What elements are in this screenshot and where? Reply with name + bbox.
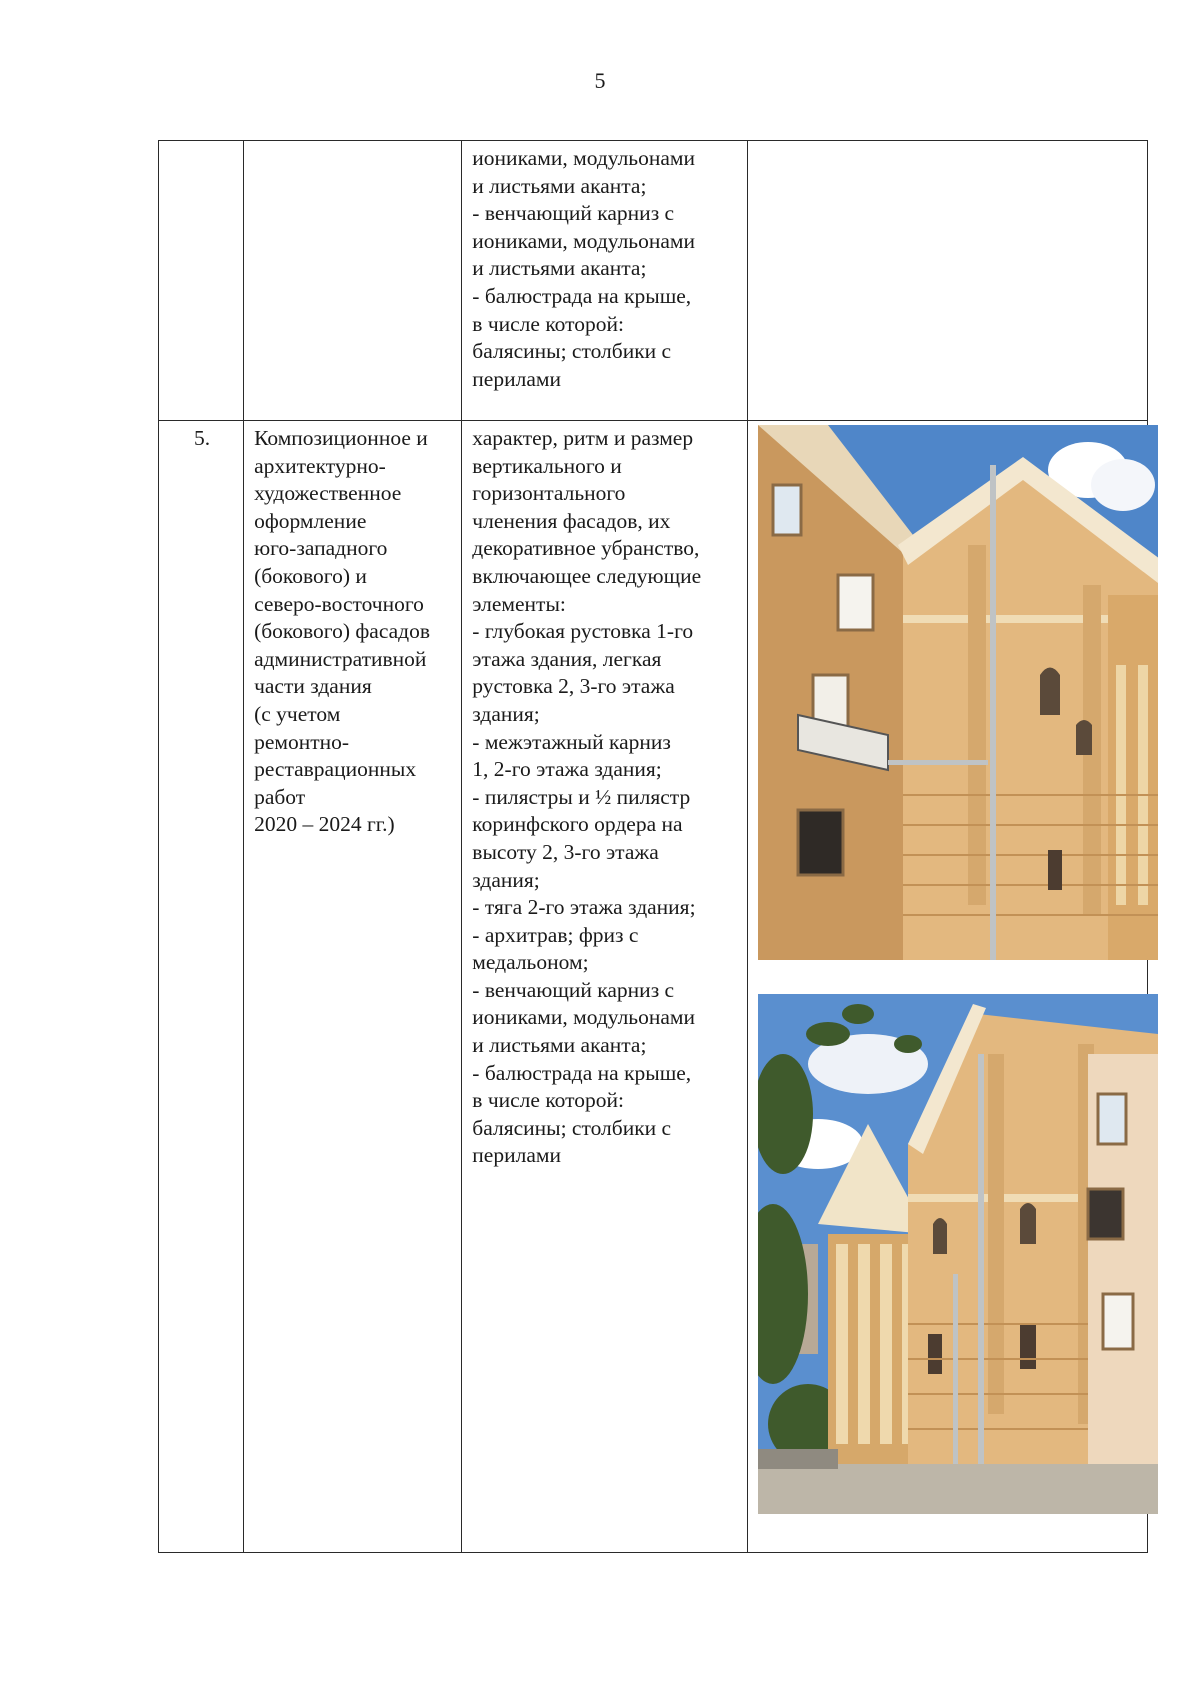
text-line: - глубокая рустовка 1-го xyxy=(472,619,694,644)
text-line: элементы: xyxy=(472,591,566,616)
row-number: 5. xyxy=(193,426,211,450)
text-line: административной xyxy=(254,646,427,671)
text-line: - тяга 2-го этажа здания; xyxy=(472,895,696,920)
text-line: декоративное убранство, xyxy=(472,536,700,561)
text-line: и листьями аканта; xyxy=(472,256,647,281)
photo-cell xyxy=(747,421,1147,1553)
name-cell xyxy=(244,421,462,1553)
heritage-elements-table xyxy=(158,140,1148,1553)
text-line: вертикального и xyxy=(472,453,622,478)
text-line: иониками, модульонами xyxy=(472,228,696,253)
text-line: здания; xyxy=(472,701,540,726)
text-line: высоту 2, 3-го этажа xyxy=(472,839,659,864)
text-line: этажа здания, легкая xyxy=(472,646,662,671)
text-line: части здания xyxy=(254,674,372,699)
text-line: - пилястры и ½ пилястр xyxy=(472,784,691,809)
text-line: иониками, модульонами xyxy=(472,1005,696,1030)
text-line: художественное xyxy=(254,481,402,506)
text-line: здания; xyxy=(472,867,540,892)
number-cell xyxy=(159,141,244,421)
photo-facade-southwest xyxy=(758,425,1158,960)
text-line: оформление xyxy=(254,508,367,533)
text-line: работ xyxy=(254,784,306,809)
name-cell xyxy=(244,141,462,421)
text-line: - балюстрада на крыше, xyxy=(472,283,692,308)
text-line: в числе которой: xyxy=(472,1088,624,1113)
table-row xyxy=(159,421,1148,1553)
photo-facade-northeast xyxy=(758,994,1158,1514)
text-line: (бокового) и xyxy=(254,563,367,588)
text-line: - балюстрада на крыше, xyxy=(472,1060,692,1085)
text-line: реставрационных xyxy=(254,757,417,782)
text-line: архитектурно- xyxy=(254,453,386,478)
text-line: и листьями аканта; xyxy=(472,1033,647,1058)
text-line: иониками, модульонами xyxy=(472,146,696,170)
text-line: - архитрав; фриз с xyxy=(472,922,639,947)
text-line: перилами xyxy=(472,366,561,391)
text-line: балясины; столбики с xyxy=(472,1115,672,1140)
text-line: членения фасадов, их xyxy=(472,508,671,533)
text-line: северо-восточного xyxy=(254,591,424,616)
text-line: (с учетом xyxy=(254,701,341,726)
text-line: характер, ритм и размер xyxy=(472,426,694,450)
text-line: 2020 – 2024 гг.) xyxy=(254,812,395,837)
text-line: - межэтажный карниз xyxy=(472,729,671,754)
text-line: горизонтального xyxy=(472,481,626,506)
photo-cell xyxy=(747,141,1147,421)
text-line: и листьями аканта; xyxy=(472,173,647,198)
text-line: рустовка 2, 3-го этажа xyxy=(472,674,675,699)
text-line: (бокового) фасадов xyxy=(254,619,431,644)
text-line: включающее следующие xyxy=(472,563,702,588)
page-number: 5 xyxy=(594,68,606,93)
text-line: в числе которой: xyxy=(472,311,624,336)
text-line: Композиционное и xyxy=(254,426,428,450)
text-line: 1, 2-го этажа здания; xyxy=(472,757,662,782)
table-row xyxy=(159,141,1148,421)
description-cell xyxy=(462,421,747,1553)
number-cell xyxy=(159,421,244,1553)
text-line: - венчающий карниз с xyxy=(472,201,675,226)
text-line: балясины; столбики с xyxy=(472,339,672,364)
description-cell xyxy=(462,141,747,421)
text-line: ремонтно- xyxy=(254,729,350,754)
text-line: юго-западного xyxy=(254,536,388,561)
text-line: медальоном; xyxy=(472,950,589,975)
text-line: коринфского ордера на xyxy=(472,812,683,837)
text-line: - венчающий карниз с xyxy=(472,977,675,1002)
text-line: перилами xyxy=(472,1143,561,1168)
